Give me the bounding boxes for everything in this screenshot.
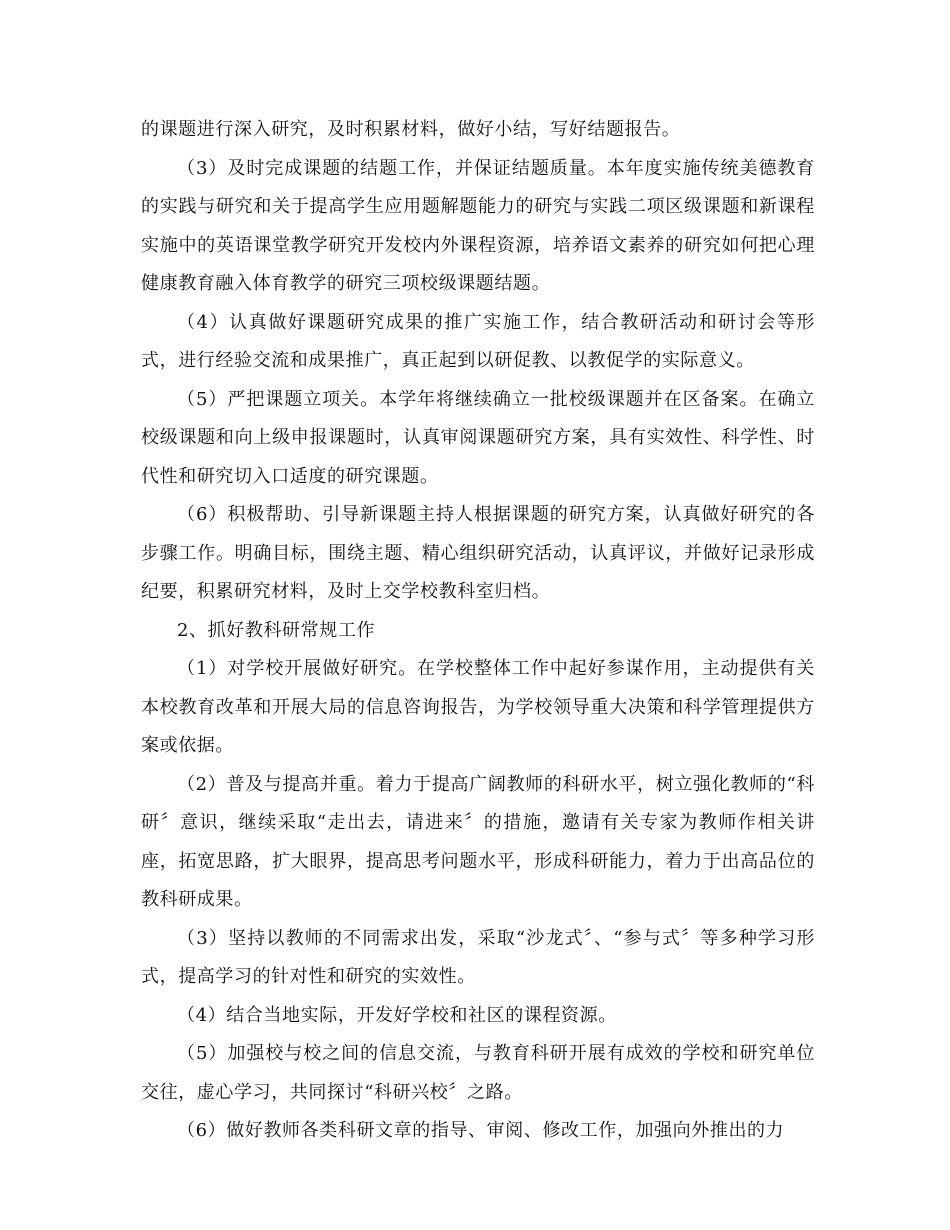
paragraph-item-4-promotion: （4）认真做好课题研究成果的推广实施工作，结合教研活动和研讨会等形式，进行经验交流和成果推广，真正起到以研促教、以教促学的实际意义。 [141, 311, 815, 371]
section-heading-routine-work: 2、抓好教科研常规工作 [177, 619, 376, 641]
paragraph-routine-2: （2）普及与提高并重。着力于提高广阔教师的科研水平，树立强化教师的“科研〞意识，继续采取“走出去，请进来〞的措施，邀请有关专家为教师作相关讲座，拓宽思路，扩大眼界，提高思考问题水平，形成科研能力，着力于出高品位的教科研成果。 [141, 773, 815, 910]
paragraph-routine-5: （5）加强校与校之间的信息交流，与教育科研开展有成效的学校和研究单位交往，虚心学习，共同探讨“科研兴校〞之路。 [141, 1043, 815, 1103]
paragraph-routine-1: （1）对学校开展做好研究。在学校整体工作中起好参谋作用，主动提供有关本校教育改革和开展大局的信息咨询报告，为学校领导重大决策和科学管理提供方案或依据。 [141, 658, 815, 756]
paragraph-routine-4: （4）结合当地实际，开发好学校和社区的课程资源。 [177, 1004, 617, 1026]
paragraph-item-6-guidance: （6）积极帮助、引导新课题主持人根据课题的研究方案，认真做好研究的各步骤工作。明确目标，围绕主题、精心组织研究活动，认真评议，并做好记录形成纪要，积累研究材料，及时上交学校教科室归档。 [141, 504, 815, 602]
paragraph-routine-3: （3）坚持以教师的不同需求出发，采取“沙龙式〞、“参与式〞等多种学习形式，提高学习的针对性和研究的实效性。 [141, 927, 815, 987]
paragraph-item-5-approval: （5）严把课题立项关。本学年将继续确立一批校级课题并在区备案。在确立校级课题和向上级申报课题时，认真审阅课题研究方案，具有实效性、科学性、时代性和研究切入口适度的研究课题。 [141, 388, 815, 487]
paragraph-continuation: 的课题进行深入研究，及时积累材料，做好小结，写好结题报告。 [141, 119, 681, 140]
paragraph-routine-6: （6）做好教师各类科研文章的指导、审阅、修改工作，加强向外推出的力 [177, 1120, 785, 1141]
paragraph-item-3-conclusion: （3）及时完成课题的结题工作，并保证结题质量。本年度实施传统美德教育的实践与研究和关于提高学生应用题解题能力的研究与实践二项区级课题和新课程实施中的英语课堂教学研究开发校内外课程资源，培养语文素养的研究如何把心理健康教育融入体育教学的研究三项校级课题结题。 [141, 157, 815, 294]
document-body [141, 111, 815, 1151]
